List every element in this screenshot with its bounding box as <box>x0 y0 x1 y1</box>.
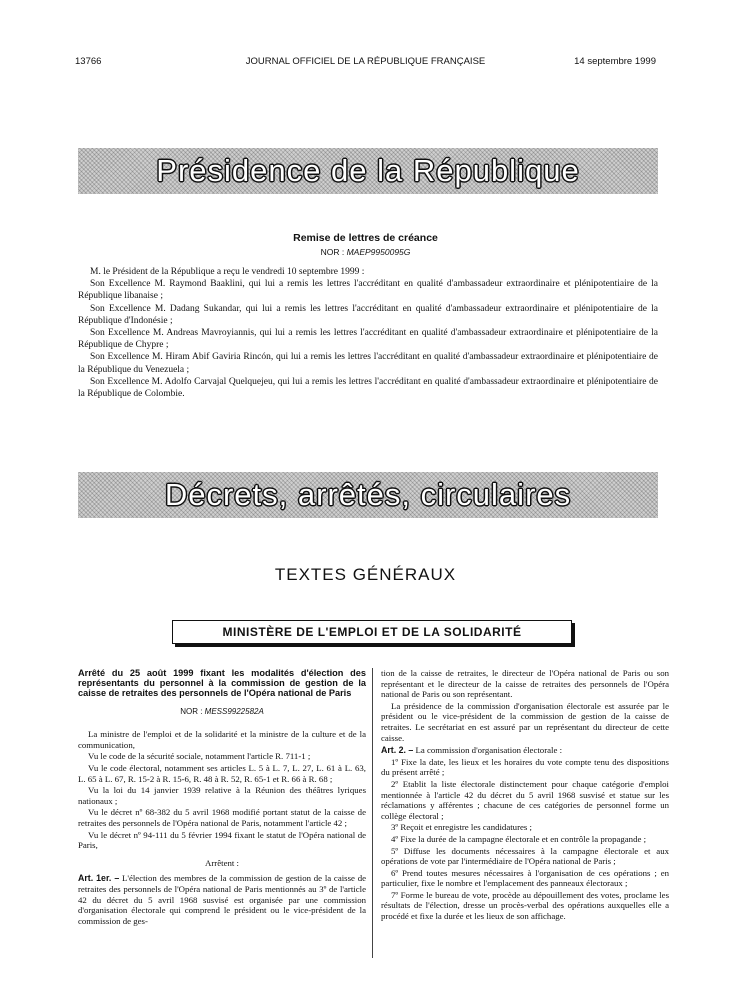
remise-body <box>78 266 658 400</box>
article-2-item: 6º Prend toutes mesures nécessaires à l'organisation de ces opérations ; en particulier, fixe le nombre et l'emplacement des panneaux électoraux ; <box>381 867 669 889</box>
article-1-label: Art. 1er. – <box>78 873 120 884</box>
visa-paragraph: Vu le décret nº 94-111 du 5 février 1994 fixant le statut de l'Opéra national de Paris, <box>78 829 366 851</box>
presidence-paragraph: La présidence de la commission d'organisation électorale est assurée par le président ou le vice-président de la commission de gestion de la caisse de retraites. Le secrétariat en est assuré par un représentant du directeur de cette caisse. <box>381 700 669 743</box>
article-1-continued: tion de la caisse de retraites, le directeur de l'Opéra national de Paris ou son représentant et le directeur de la caisse de retraites des personnels de l'Opéra national de Paris ou son représentant. <box>381 668 669 700</box>
page-number: 13766 <box>75 56 102 67</box>
remise-nor-code: MAEP9950095G <box>346 247 411 257</box>
banner-decrets-text: Décrets, arrêtés, circulaires <box>164 477 572 512</box>
article-1 <box>78 873 366 926</box>
arretent: Arrêtent : <box>205 857 239 868</box>
visa-paragraph: La ministre de l'emploi et de la solidarité et la ministre de la culture et de la communication, <box>78 729 366 750</box>
remise-paragraph: Son Excellence M. Andreas Mavroyiannis, qui lui a remis les lettres l'accréditant en qualité d'ambassadeur extraordinaire et plénipotentiaire de la République de Chypre ; <box>78 328 658 351</box>
article-1-text: L'élection des membres de la commission de gestion de la caisse de retraites des personnels de l'Opéra national de Paris mentionnés au 3º de l'article 42 du décret du 5 avril 1968 susvisé est organisée par une commission d'organisation électorale qui comprend le président ou le vice-président de la commission de ges- <box>78 873 366 926</box>
banner-decrets <box>78 472 658 518</box>
article-2-item: 1º Fixe la date, les lieux et les horaires du vote compte tenu des dispositions du présent arrêté ; <box>381 756 669 778</box>
remise-title: Remise de lettres de créance <box>293 232 438 244</box>
column-divider <box>372 668 373 958</box>
arrete-nor-label: NOR : <box>180 706 203 716</box>
arrete-nor-code: MESS9922582A <box>204 706 264 716</box>
remise-paragraph: M. le Président de la République a reçu le vendredi 10 septembre 1999 : <box>90 267 365 277</box>
banner-presidence-text: Présidence de la République <box>156 153 580 188</box>
ministere-heading <box>172 620 572 644</box>
arrete-title: Arrêté du 25 août 1999 fixant les modalités d'élection des représentants du personnel à la commission de gestion de la caisse de retraites des personnels de l'Opéra national de Paris <box>78 668 366 699</box>
visa-paragraph: Vu le code électoral, notamment ses articles L. 5 à L. 7, L. 27, L. 61 à L. 63, L. 65 à L. 67, R. 15-2 à R. 15-6, R. 48 à R. 52, R. 65-1 et R. 66 à R. 68 ; <box>78 762 366 784</box>
article-2-item: 2º Etablit la liste électorale distinctement pour chaque catégorie d'emploi mentionnée à l'article 42 du décret du 5 avril 1968 susvisé et statue sur les réclamations y afférentes ; chacune de ces catégories de personnel forme un collège électoral ; <box>381 778 669 821</box>
article-2-item: 3º Reçoit et enregistre les candidatures ; <box>391 822 532 833</box>
remise-nor-label: NOR : <box>320 247 345 257</box>
page-date: 14 septembre 1999 <box>574 56 656 67</box>
remise-paragraph: Son Excellence M. Raymond Baaklini, qui lui a remis les lettres l'accréditant en qualité d'ambassadeur extraordinaire et plénipotentiaire de la République libanaise ; <box>78 279 658 302</box>
visa-paragraph: Vu le code de la sécurité sociale, notamment l'article R. 711-1 ; <box>88 751 311 762</box>
visa-paragraph: Vu la loi du 14 janvier 1939 relative à la Réunion des théâtres lyriques nationaux ; <box>78 785 366 806</box>
section-heading-textes-generaux: TEXTES GÉNÉRAUX <box>274 565 457 584</box>
article-2-item: 4º Fixe la durée de la campagne électorale et en contrôle la propagande ; <box>391 833 647 844</box>
visa-paragraph: Vu le décret nº 68-382 du 5 avril 1968 modifié portant statut de la caisse de retraites des personnels de l'Opéra national de Paris, notamment l'article 42 ; <box>78 807 366 828</box>
journal-title: JOURNAL OFFICIEL DE LA RÉPUBLIQUE FRANÇAISE <box>245 56 486 67</box>
article-2-item: 5º Diffuse les documents nécessaires à la campagne électorale et aux opérations de vote par l'intermédiaire de l'Opéra national de Paris ; <box>381 845 669 867</box>
ministere-heading-text: MINISTÈRE DE L'EMPLOI ET DE LA SOLIDARITÉ <box>222 625 522 639</box>
remise-nor <box>0 247 731 257</box>
remise-paragraph: Son Excellence M. Dadang Sukandar, qui lui a remis les lettres l'accréditant en qualité d'ambassadeur extraordinaire et plénipotentiaire de la République d'Indonésie ; <box>78 303 658 326</box>
column-right <box>381 668 669 923</box>
column-left <box>78 668 366 927</box>
article-2 <box>381 745 669 756</box>
article-2-label: Art. 2. – <box>381 745 414 756</box>
remise-paragraph: Son Excellence M. Adolfo Carvajal Quelquejeu, qui lui a remis les lettres l'accréditant en qualité d'ambassadeur extraordinaire et plénipotentiaire de la République de Colombie. <box>78 376 658 400</box>
remise-paragraph: Son Excellence M. Hiram Abif Gaviria Rincón, qui lui a remis les lettres l'accréditant en qualité d'ambassadeur extraordinaire et plénipotentiaire de la République du Venezuela ; <box>78 352 658 375</box>
article-2-item: 7º Forme le bureau de vote, procède au dépouillement des votes, proclame les résultats de l'élection, dresse un procès-verbal des opérations auxquelles elle a procédé et fixe la durée et les lieux de son affichage. <box>381 889 669 922</box>
arrete-nor <box>78 707 366 718</box>
banner-presidence <box>78 148 658 194</box>
article-2-text: La commission d'organisation électorale : <box>415 745 563 756</box>
